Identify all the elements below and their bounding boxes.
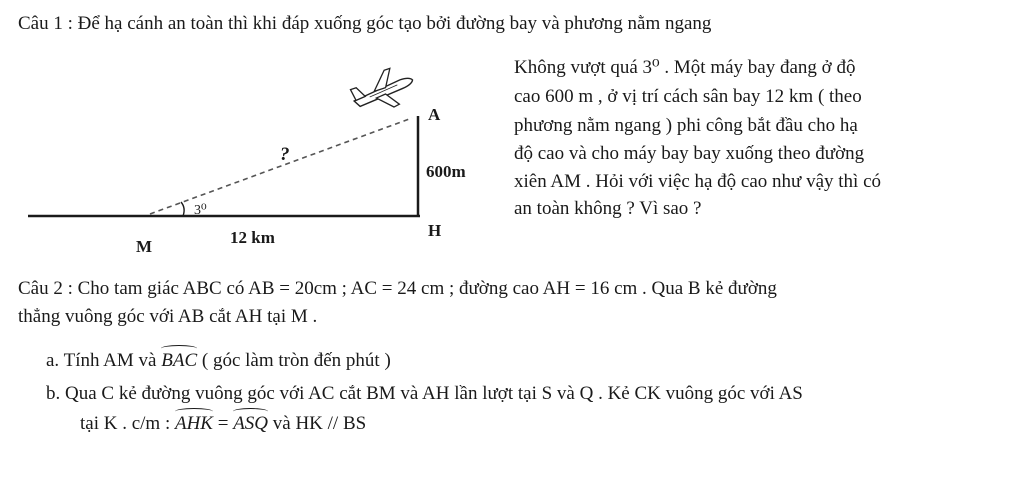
q2-part-b-line-1: b. Qua C kẻ đường vuông góc với AC cắt BM và AH lần lượt tại S và Q . Kẻ CK vuông góc với AS xyxy=(46,383,803,404)
q1-line-5: xiên AM . Hỏi với việc hạ độ cao như vậy thì có xyxy=(514,171,882,192)
q1-line-1: Không vượt quá 3⁰ . Một máy bay đang ở độ xyxy=(514,57,856,78)
label-question: ? xyxy=(280,144,290,165)
q1-title: Câu 1 : Để hạ cánh an toàn thì khi đáp xuống góc tạo bởi đường bay và phương nằm ngang xyxy=(18,13,712,34)
q1-figure xyxy=(0,40,500,260)
q1-line-3: phương nằm ngang ) phi công bắt đầu cho hạ xyxy=(514,115,858,136)
label-height: 600m xyxy=(426,162,466,181)
flight-path-line xyxy=(150,118,412,214)
angle-ahk: AHK xyxy=(174,413,213,434)
q1-line-2: cao 600 m , ở vị trí cách sân bay 12 km ( theo xyxy=(514,86,862,107)
label-h: H xyxy=(428,221,442,240)
q1-line-6: an toàn không ? Vì sao ? xyxy=(514,198,702,219)
q1-line-4: độ cao và cho máy bay bay xuống theo đường xyxy=(514,143,865,164)
q2-line-1: Câu 2 : Cho tam giác ABC có AB = 20cm ; AC = 24 cm ; đường cao AH = 16 cm . Qua B kẻ đường xyxy=(18,278,777,299)
label-distance: 12 km xyxy=(230,228,275,247)
q2-part-b-line-2 xyxy=(80,412,366,436)
label-m: M xyxy=(136,237,153,256)
q2-part-a xyxy=(46,349,391,373)
q2-a-suffix: ( góc làm tròn đến phút ) xyxy=(197,350,391,371)
label-a: A xyxy=(428,105,441,124)
angle-arc xyxy=(181,202,184,216)
q2-b-eq: = xyxy=(212,413,234,434)
angle-asq: ASQ xyxy=(233,413,269,434)
label-angle: 3⁰ xyxy=(194,203,207,218)
q2-b-suffix: và HK // BS xyxy=(268,413,367,434)
angle-bac: BAC xyxy=(161,350,198,371)
airplane-icon xyxy=(348,63,419,118)
q2-line-2: thẳng vuông góc với AB cắt AH tại M . xyxy=(18,306,318,327)
q2-b-prefix: tại K . c/m : xyxy=(80,413,175,434)
q2-a-prefix: a. Tính AM và xyxy=(46,350,162,371)
